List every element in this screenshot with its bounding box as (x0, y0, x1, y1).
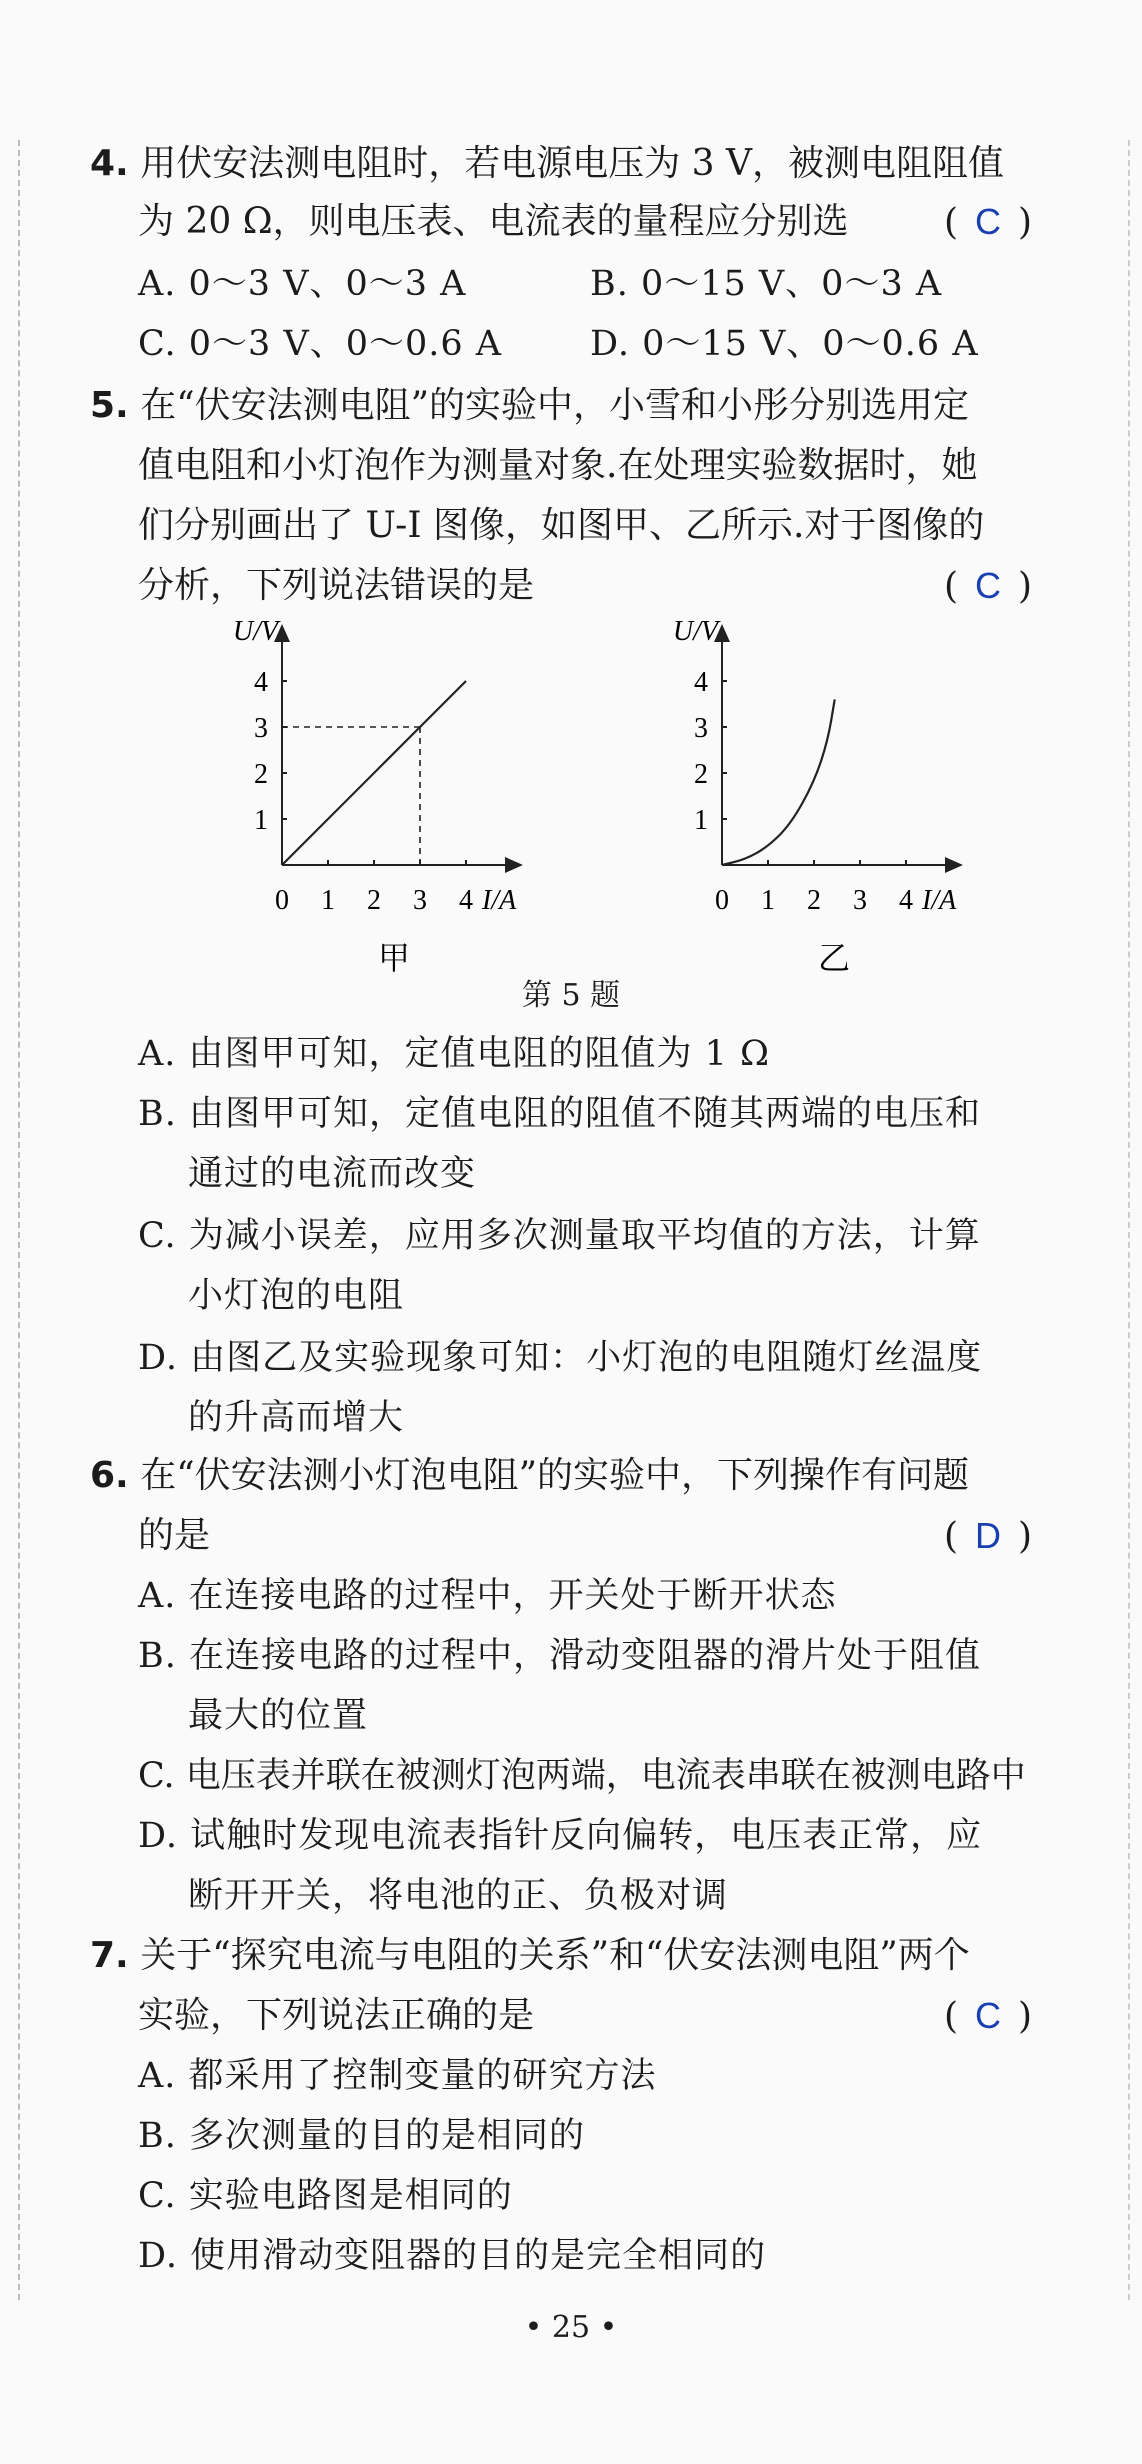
x-tick-label: 2 (807, 885, 821, 916)
q6-number: 6. (90, 1455, 129, 1496)
q7-option-a: A. 都采用了控制变量的研究方法 (138, 2056, 657, 2096)
y-tick-label: 2 (254, 759, 268, 790)
q6-option-a: A. 在连接电路的过程中，开关处于断开状态 (138, 1576, 837, 1616)
q6-option-b-line1: B. 在连接电路的过程中，滑动变阻器的滑片处于阻值 (138, 1636, 981, 1676)
series-line (722, 699, 835, 865)
q6-option-d-line2: 断开开关，将电池的正、负极对调 (188, 1876, 729, 1916)
q7-stem-line1: 7. 关于“探究电流与电阻的关系”和“伏安法测电阻”两个 (90, 1935, 970, 1976)
x-tick-label: 4 (899, 885, 913, 916)
q5-stem-line1: 5. 在“伏安法测电阻”的实验中，小雪和小彤分别选用定 (90, 385, 969, 426)
y-tick-label: 1 (694, 805, 708, 836)
x-tick-label: 0 (715, 885, 729, 916)
y-axis-label: U/V (672, 620, 718, 647)
q7-answer: C (975, 1995, 1002, 2036)
x-tick-label: 0 (275, 885, 289, 916)
y-tick-label: 4 (694, 667, 708, 698)
q4-stem-line1: 4. 用伏安法测电阻时，若电源电压为 3 V，被测电阻阻值 (90, 143, 1004, 184)
x-tick-label: 3 (853, 885, 867, 916)
q5-answer: C (975, 565, 1002, 606)
x-tick-label: 1 (321, 885, 335, 916)
q6-stem-line1: 6. 在“伏安法测小灯泡电阻”的实验中，下列操作有问题 (90, 1455, 969, 1496)
q5-option-a: A. 由图甲可知，定值电阻的阻值为 1 Ω (138, 1034, 771, 1074)
q5-number: 5. (90, 385, 129, 426)
chart-name: 乙 (817, 940, 851, 976)
q4-option-c: C. 0～3 V、0～0.6 A (138, 324, 503, 364)
q6-stem-line2: 的是 (138, 1515, 211, 1556)
x-tick-label: 2 (367, 885, 381, 916)
q7-option-d: D. 使用滑动变阻器的目的是完全相同的 (138, 2236, 767, 2276)
q5-stem-line3: 们分别画出了 U-I 图像，如图甲、乙所示.对于图像的 (138, 505, 985, 546)
q5-option-d-line2: 的升高而增大 (188, 1398, 405, 1438)
x-tick-label: 1 (761, 885, 775, 916)
x-axis-label: I/A (482, 885, 517, 916)
x-axis-label: I/A (922, 885, 957, 916)
q6-answer-bracket: ( D ) (944, 1512, 1032, 1561)
y-tick-label: 3 (694, 713, 708, 744)
q6-option-c: C. 电压表并联在被测灯泡两端，电流表串联在被测电路中 (138, 1756, 1026, 1796)
y-axis-label: U/V (232, 620, 278, 647)
q5-option-d-line1: D. 由图乙及实验现象可知：小灯泡的电阻随灯丝温度 (138, 1338, 983, 1378)
q4-answer: C (975, 201, 1002, 242)
chart-yi (660, 620, 1040, 980)
edge-dashed-line (1128, 140, 1130, 2300)
q4-answer-bracket: ( C ) (944, 198, 1032, 247)
q7-answer-bracket: ( C ) (944, 1992, 1032, 2041)
q4-option-a: A. 0～3 V、0～3 A (138, 264, 467, 304)
q5-option-c-line2: 小灯泡的电阻 (188, 1276, 405, 1316)
series-line (282, 681, 466, 865)
q5-stem-line2: 值电阻和小灯泡作为测量对象.在处理实验数据时，她 (138, 445, 978, 486)
q4-option-b: B. 0～15 V、0～3 A (590, 264, 943, 304)
q5-stem-line4: 分析，下列说法错误的是 (138, 565, 535, 606)
q5-answer-bracket: ( C ) (944, 562, 1032, 611)
q7-option-b: B. 多次测量的目的是相同的 (138, 2116, 585, 2156)
y-tick-label: 3 (254, 713, 268, 744)
q5-figure-caption: 第 5 题 (521, 978, 621, 1013)
page-number: • 25 • (524, 2310, 618, 2345)
binding-dashed-line (18, 140, 20, 2300)
x-tick-label: 4 (459, 885, 473, 916)
q5-option-b-line2: 通过的电流而改变 (188, 1154, 477, 1194)
q4-option-d: D. 0～15 V、0～0.6 A (590, 324, 979, 364)
y-tick-label: 1 (254, 805, 268, 836)
q6-answer: D (975, 1515, 1002, 1556)
q7-option-c: C. 实验电路图是相同的 (138, 2176, 513, 2216)
y-tick-label: 2 (694, 759, 708, 790)
chart-jia (220, 620, 600, 980)
q4-number: 4. (90, 143, 129, 184)
q7-stem-line2: 实验，下列说法正确的是 (138, 1995, 535, 2036)
q7-number: 7. (90, 1935, 129, 1976)
chart-name: 甲 (377, 940, 411, 976)
q4-stem-line2: 为 20 Ω，则电压表、电流表的量程应分别选 (138, 201, 849, 242)
q6-option-b-line2: 最大的位置 (188, 1696, 369, 1736)
q6-option-d-line1: D. 试触时发现电流表指针反向偏转，电压表正常，应 (138, 1816, 983, 1856)
q5-option-c-line1: C. 为减小误差，应用多次测量取平均值的方法，计算 (138, 1216, 981, 1256)
x-tick-label: 3 (413, 885, 427, 916)
y-tick-label: 4 (254, 667, 268, 698)
q5-option-b-line1: B. 由图甲可知，定值电阻的阻值不随其两端的电压和 (138, 1094, 981, 1134)
